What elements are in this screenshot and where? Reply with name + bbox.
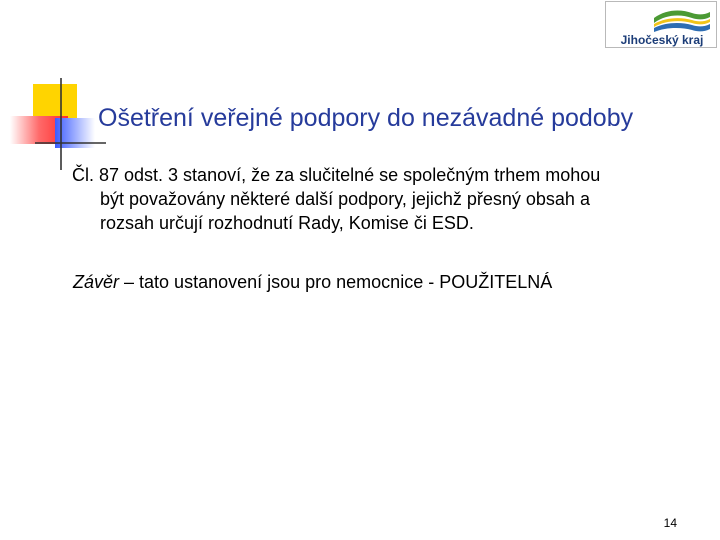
paragraph-line-2: být považovány některé další podpory, jejichž přesný obsah a [100,189,590,209]
paragraph-conclusion [73,270,552,294]
slide-number: 14 [663,516,677,530]
paragraph-line-1: Čl. 87 odst. 3 stanoví, že za slučitelné se společným trhem mohou [72,165,601,185]
logo-text: Jihočeský kraj [620,33,704,47]
paragraph-line-3: rozsah určují rozhodnutí Rady, Komise či ESD. [100,213,474,233]
title-accent-decoration [0,0,110,170]
jihocesky-kraj-logo [605,1,717,48]
logo-waves-icon [606,2,718,49]
conclusion-text: – tato ustanovení jsou pro nemocnice - POUŽITELNÁ [119,272,553,292]
slide-title: Ošetření veřejné podpory do nezávadné podoby [98,104,634,132]
conclusion-label: Závěr [73,272,120,292]
paragraph-article-87 [72,163,672,235]
